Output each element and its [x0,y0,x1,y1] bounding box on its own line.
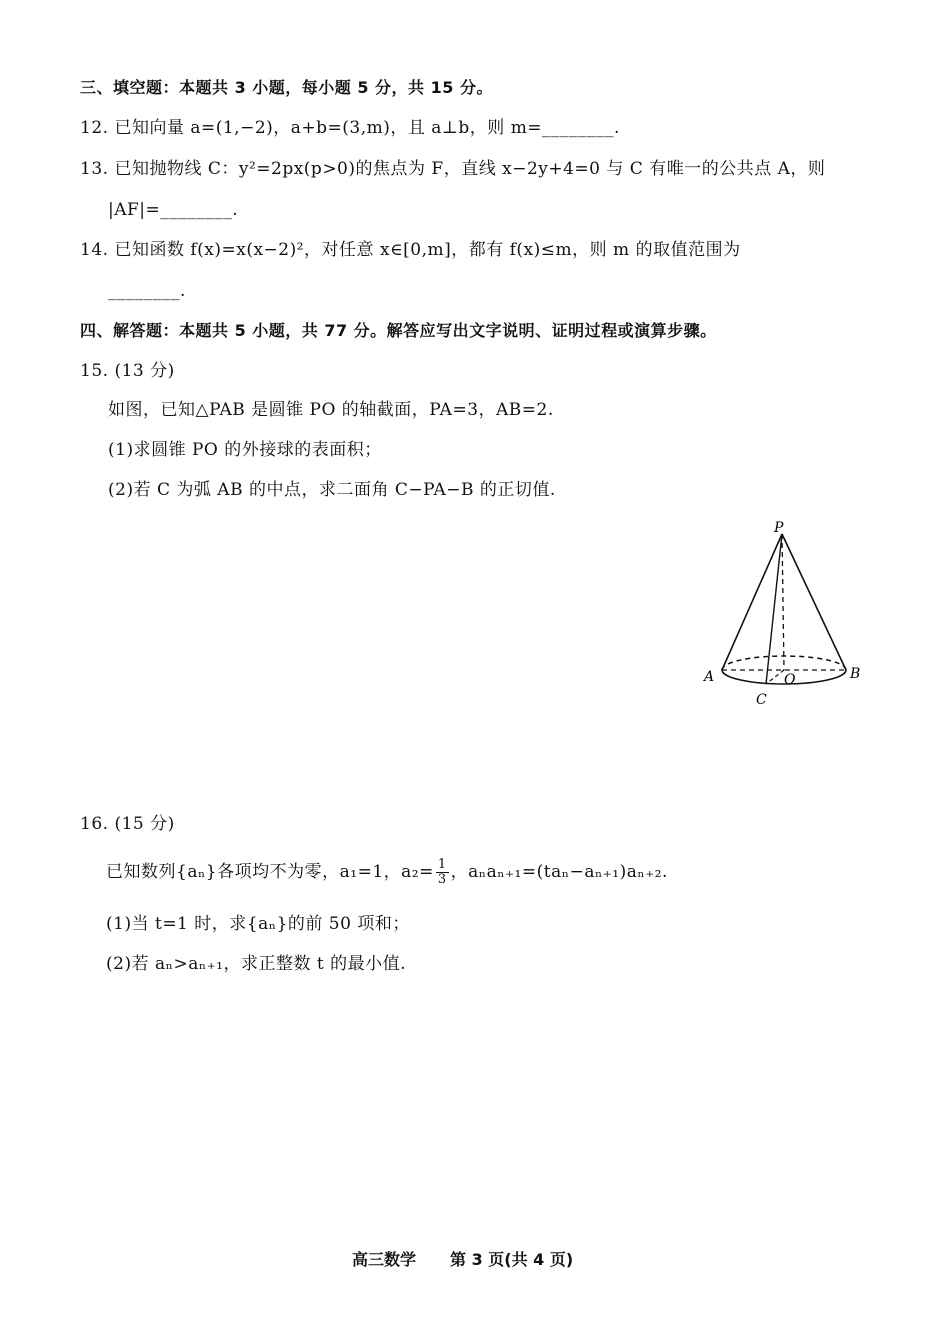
section-3-header: 三、填空题：本题共 3 小题，每小题 5 分，共 15 分。 [80,78,493,97]
question-15-part-1: (1)求圆锥 PO 的外接球的表面积； [108,440,382,460]
question-16-intro [106,858,668,887]
question-12: 12. 已知向量 a=(1,−2)，a+b=(3,m)，且 a⊥b，则 m=________. [80,118,620,138]
question-16-part-2: (2)若 aₙ>aₙ₊₁，求正整数 t 的最小值. [106,954,407,974]
fraction-denominator: 3 [437,872,447,887]
label-C: C [756,692,767,708]
edge-PC [766,534,782,684]
question-16-intro-pre: 已知数列{aₙ}各项均不为零，a₁=1，a₂= [106,862,434,882]
question-16-part-1: (1)当 t=1 时，求{aₙ}的前 50 项和； [106,914,410,934]
edge-PA [722,534,782,670]
label-P: P [774,520,784,536]
label-O: O [784,672,796,688]
axis-PO [782,534,784,670]
label-B: B [850,666,861,682]
question-14-line-1: 14. 已知函数 f(x)=x(x−2)²，对任意 x∈[0,m]，都有 f(x)≤m，则 m 的取值范围为 [80,240,741,260]
edge-PB [782,534,846,670]
question-15-title: 15. (13 分) [80,361,175,381]
question-15-part-2: (2)若 C 为弧 AB 的中点，求二面角 C−PA−B 的正切值. [108,480,556,500]
cone-figure [700,520,890,720]
footer-subject: 高三数学 [352,1250,417,1269]
question-13-line-2: |AF|=________. [108,200,239,220]
segment-OC [766,670,784,684]
question-14-line-2: ________. [108,281,186,301]
question-16-intro-post: ，aₙaₙ₊₁=(taₙ−aₙ₊₁)aₙ₊₂. [450,862,668,882]
question-16-title: 16. (15 分) [80,814,175,834]
fraction-numerator: 1 [437,857,447,872]
section-4-header: 四、解答题：本题共 5 小题，共 77 分。解答应写出文字说明、证明过程或演算步骤。 [80,321,717,340]
question-13-line-1: 13. 已知抛物线 C：y²=2px(p>0)的焦点为 F，直线 x−2y+4=0 与 C 有唯一的公共点 A，则 [80,159,826,179]
footer-page-number: 第 3 页(共 4 页) [450,1250,574,1269]
question-15-intro: 如图，已知△PAB 是圆锥 PO 的轴截面，PA=3，AB=2. [108,400,554,420]
fraction-one-third [436,858,449,887]
label-A: A [704,669,715,685]
